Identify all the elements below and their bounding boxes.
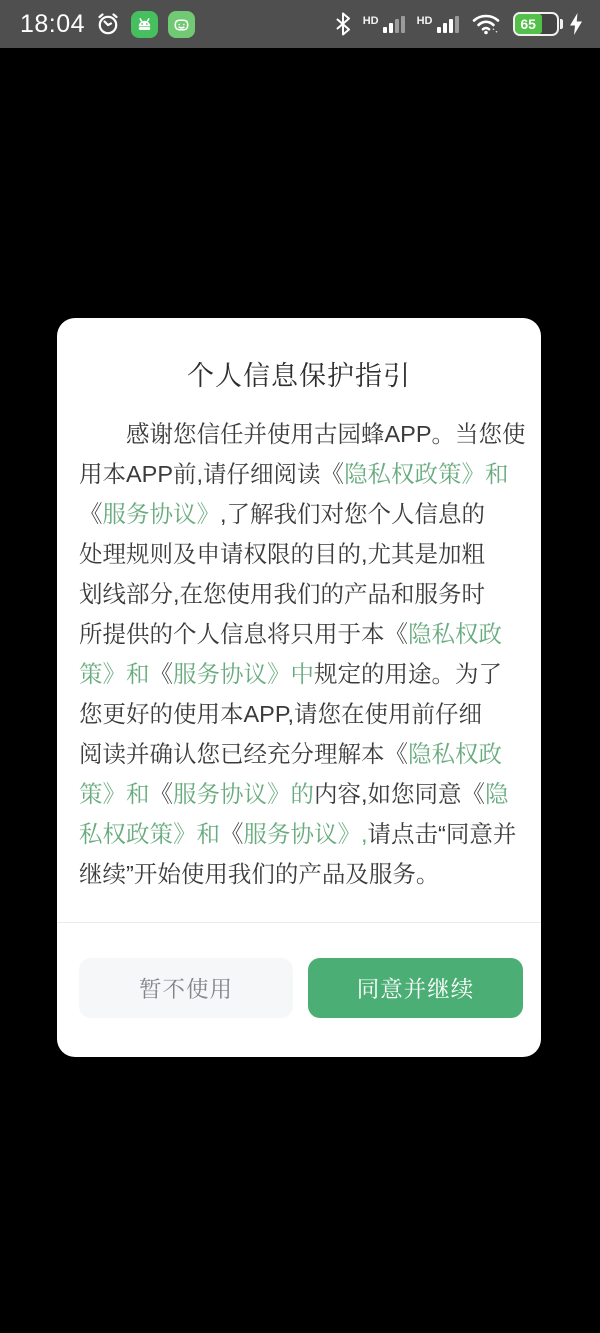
policy-link-text[interactable]: 私权政策》和: [79, 821, 220, 847]
paragraph-line: [79, 414, 524, 454]
paragraph-text: 处理规则及申请权限的目的,尤其是加粗: [79, 541, 486, 567]
paragraph-text: 内容,如您同意《: [314, 781, 486, 807]
paragraph-text: ,了解我们对您个人信息的: [220, 501, 486, 527]
dialog-button-row: [79, 958, 523, 1018]
paragraph-text: 划线部分,在您使用我们的产品和服务时: [79, 581, 486, 607]
paragraph-text: 所提供的个人信息将只用于本《: [79, 621, 408, 647]
policy-link-text[interactable]: 服务协议》,: [243, 821, 368, 847]
bluetooth-icon: [335, 11, 351, 37]
signal-bars-icon: [363, 16, 405, 33]
policy-link-text[interactable]: 隐私权政: [408, 621, 502, 647]
paragraph-line: [79, 694, 524, 734]
privacy-paragraph: [79, 414, 524, 894]
paragraph-line: [79, 774, 524, 814]
policy-link-text[interactable]: 隐: [485, 781, 509, 807]
paragraph-line: [79, 734, 524, 774]
hd-label: HD: [362, 14, 379, 27]
signal-bars-icon: [417, 16, 459, 33]
clock-time: 18:04: [20, 9, 86, 38]
paragraph-text: 《: [149, 661, 173, 687]
policy-link-text[interactable]: 隐私权政策》和: [344, 461, 509, 487]
paragraph-text: 请点击“同意并: [367, 821, 517, 847]
alarm-clock-icon: [95, 11, 121, 37]
paragraph-line: [79, 654, 524, 694]
android-app-icon: [131, 11, 158, 38]
paragraph-line: [79, 454, 524, 494]
policy-link-text[interactable]: 隐私权政: [408, 741, 502, 767]
charging-bolt-icon: [568, 12, 584, 36]
accept-button[interactable]: 同意并继续: [308, 958, 523, 1018]
paragraph-line: [79, 494, 524, 534]
policy-link-text[interactable]: 服务协议》: [102, 501, 220, 527]
paragraph-line: [79, 814, 524, 854]
battery-percent: 65: [520, 16, 536, 32]
status-bar: [0, 0, 600, 48]
paragraph-text: 《: [149, 781, 173, 807]
dialog-title: 个人信息保护指引: [187, 361, 411, 391]
paragraph-text: 您更好的使用本APP,请您在使用前仔细: [79, 701, 483, 727]
hd-label: HD: [416, 14, 433, 27]
policy-link-text[interactable]: 策》和: [79, 781, 150, 807]
battery-icon: [513, 12, 564, 36]
battery-fill: [515, 14, 542, 34]
paragraph-text: 用本APP前,请仔细阅读《: [79, 461, 345, 487]
paragraph-text: 继续”开始使用我们的产品及服务。: [79, 861, 440, 887]
privacy-dialog: [57, 318, 541, 1057]
paragraph-text: 规定的用途。为了: [314, 661, 502, 687]
paragraph-text: 《: [220, 821, 244, 847]
policy-link-text[interactable]: 策》和: [79, 661, 150, 687]
policy-link-text[interactable]: 服务协议》的: [173, 781, 314, 807]
paragraph-line: [79, 854, 524, 894]
paragraph-line: [79, 574, 524, 614]
wifi-icon: [471, 11, 501, 37]
paragraph-line: [79, 614, 524, 654]
dialog-divider: [57, 922, 541, 923]
paragraph-text: 阅读并确认您已经充分理解本《: [79, 741, 408, 767]
decline-button[interactable]: 暂不使用: [79, 958, 293, 1018]
paragraph-text: 感谢您信任并使用古园蜂APP。当您使: [79, 421, 526, 447]
robot-app-icon: [168, 11, 195, 38]
paragraph-text: 《: [79, 501, 103, 527]
policy-link-text[interactable]: 服务协议》中: [173, 661, 314, 687]
paragraph-line: [79, 534, 524, 574]
